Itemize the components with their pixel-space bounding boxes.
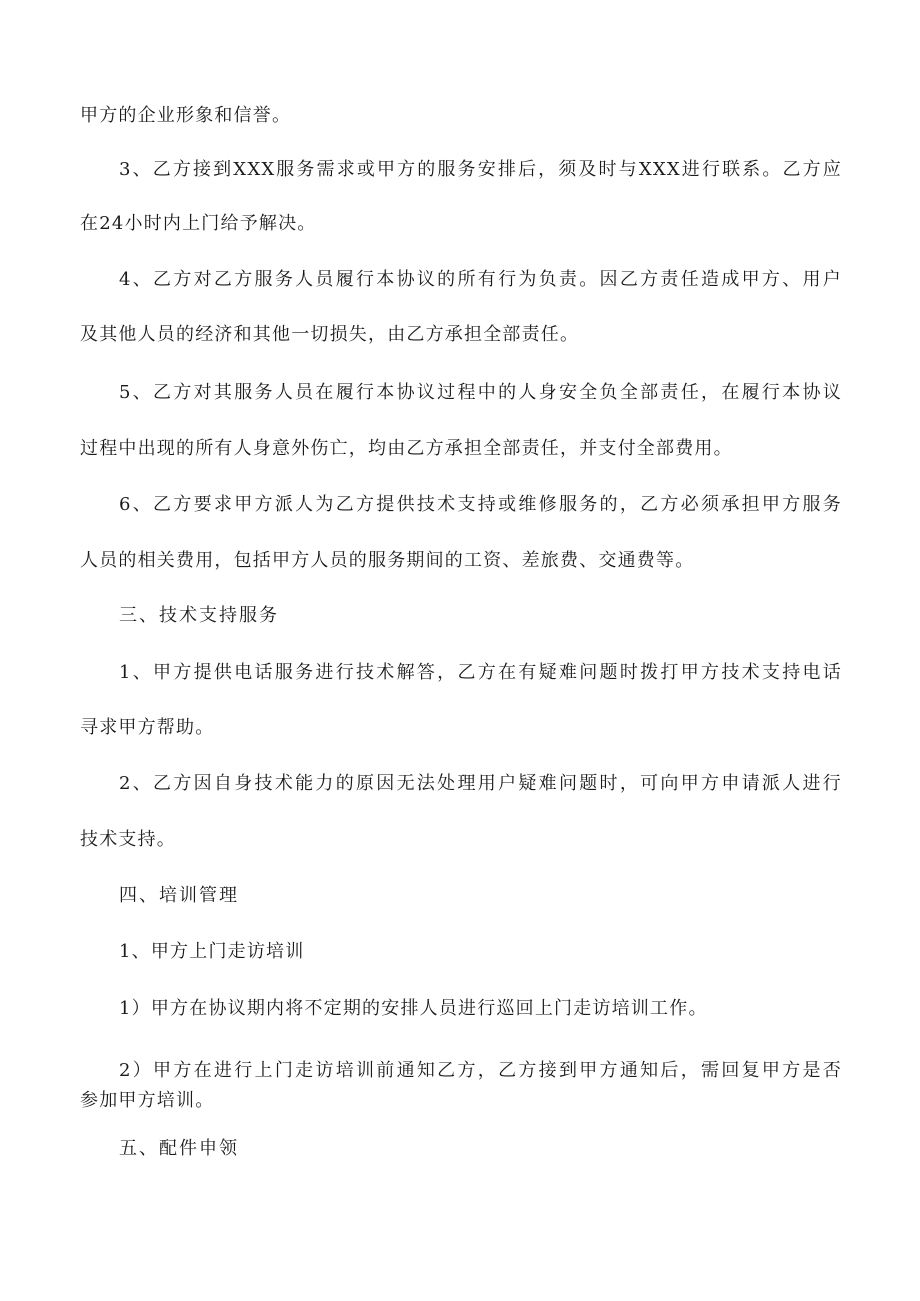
paragraph-line: 2）甲方在进行上门走访培训前通知乙方，乙方接到甲方通知后，需回复甲方是否 <box>119 1060 842 1081</box>
section-heading: 四、培训管理 <box>119 885 239 906</box>
paragraph-line: 在24小时内上门给予解决。 <box>80 213 317 234</box>
paragraph-line: 寻求甲方帮助。 <box>80 717 215 738</box>
paragraph-line: 1、甲方提供电话服务进行技术解答，乙方在有疑难问题时拨打甲方技术支持电话 <box>119 662 842 683</box>
paragraph-line: 2、乙方因自身技术能力的原因无法处理用户疑难问题时，可向甲方申请派人进行 <box>119 773 842 794</box>
paragraph-line: 4、乙方对乙方服务人员履行本协议的所有行为负责。因乙方责任造成甲方、用户 <box>119 269 842 290</box>
paragraph-line: 5、乙方对其服务人员在履行本协议过程中的人身安全负全部责任，在履行本协议 <box>119 382 842 403</box>
paragraph-line: 人员的相关费用，包括甲方人员的服务期间的工资、差旅费、交通费等。 <box>80 550 695 571</box>
paragraph-line: 参加甲方培训。 <box>80 1090 215 1111</box>
paragraph-line: 技术支持。 <box>80 829 176 850</box>
subsection-heading: 1、甲方上门走访培训 <box>119 941 305 962</box>
paragraph-line: 甲方的企业形象和信誉。 <box>80 105 292 126</box>
paragraph-line: 及其他人员的经济和其他一切损失，由乙方承担全部责任。 <box>80 324 580 345</box>
paragraph-line: 1）甲方在协议期内将不定期的安排人员进行巡回上门走访培训工作。 <box>119 998 708 1019</box>
section-heading: 五、配件申领 <box>119 1138 239 1159</box>
paragraph-line: 过程中出现的所有人身意外伤亡，均由乙方承担全部责任，并支付全部费用。 <box>80 438 733 459</box>
section-heading: 三、技术支持服务 <box>119 605 279 626</box>
paragraph-line: 3、乙方接到XXX服务需求或甲方的服务安排后，须及时与XXX进行联系。乙方应 <box>119 159 842 180</box>
paragraph-line: 6、乙方要求甲方派人为乙方提供技术支持或维修服务的，乙方必须承担甲方服务 <box>119 494 842 515</box>
